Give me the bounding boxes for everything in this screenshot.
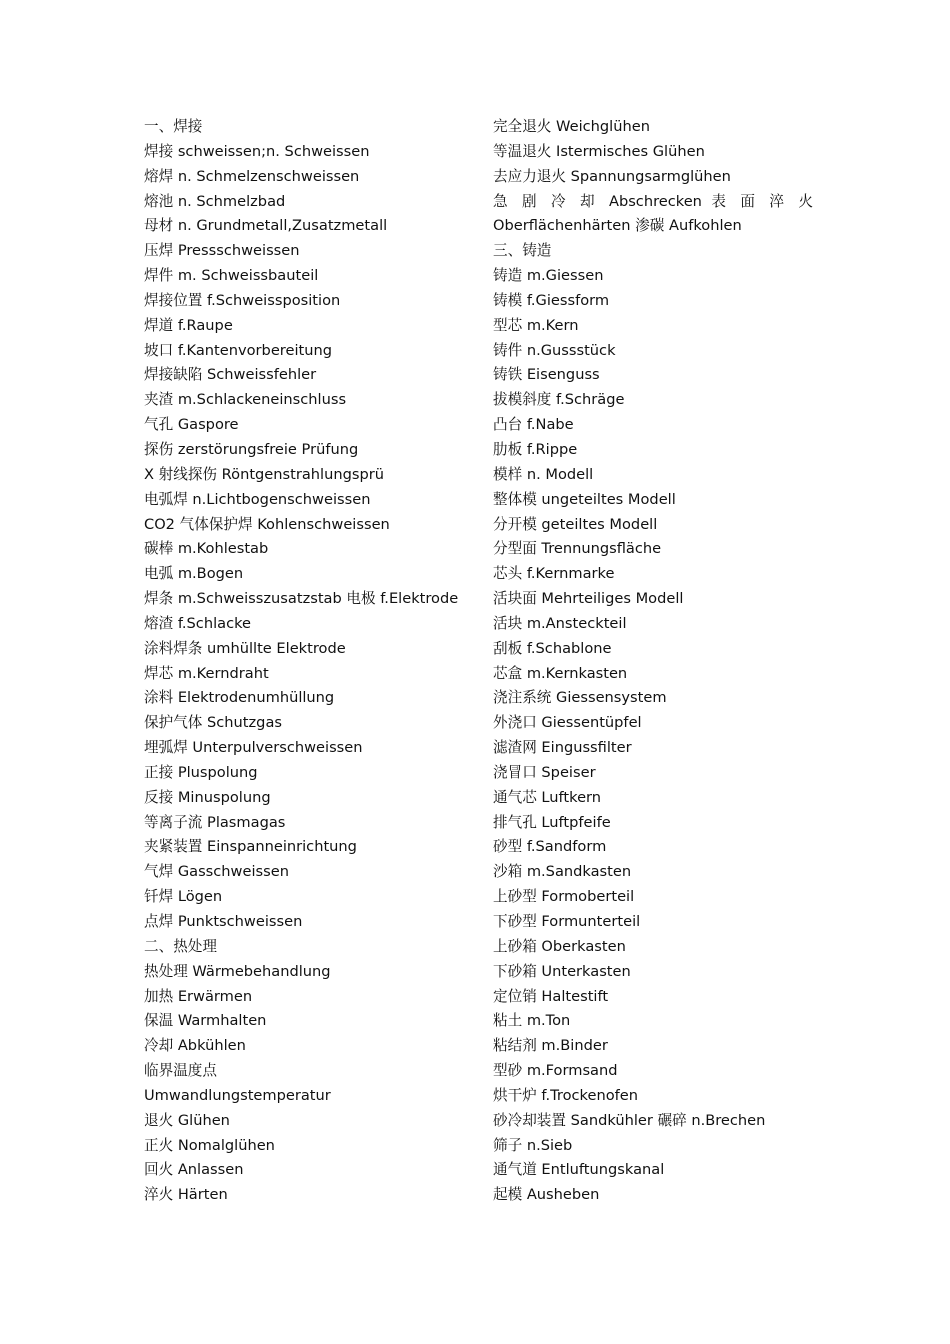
glossary-line: 砂冷却装置 Sandkühler 碾碎 n.Brechen [493,1111,766,1129]
glossary-line: 外浇口 Giessentüpfel [493,714,642,732]
glossary-line: 等离子流 Plasmagas [144,813,286,831]
glossary-line: 焊芯 m.Kerndraht [144,664,269,682]
glossary-line: 保护气体 Schutzgas [144,714,282,732]
glossary-line: 夹紧装置 Einspanneinrichtung [144,838,357,856]
glossary-line: 淬火 Härten [144,1186,228,1204]
glossary-line: Oberflächenhärten 渗碳 Aufkohlen [493,217,742,235]
glossary-line: 涂料焊条 umhüllte Elektrode [144,639,346,657]
glossary-line: 粘结剂 m.Binder [493,1037,608,1055]
glossary-line: 模样 n. Modell [493,465,594,483]
right-column [493,115,813,1208]
glossary-line: 活块面 Mehrteiliges Modell [493,590,684,608]
glossary-line: 烘干炉 f.Trockenofen [493,1086,638,1104]
glossary-line: 上砂型 Formoberteil [493,888,635,906]
glossary-line: 粘土 m.Ton [493,1012,571,1030]
glossary-line: 坡口 f.Kantenvorbereitung [144,341,333,359]
glossary-line: 拔模斜度 f.Schräge [493,391,625,409]
glossary-line: 熔池 n. Schmelzbad [144,192,286,210]
glossary-line: 芯盒 m.Kernkasten [493,664,628,682]
glossary-line: 埋弧焊 Unterpulverschweissen [144,739,363,757]
glossary-line: 二、热处理 [144,937,217,955]
glossary-line: 上砂箱 Oberkasten [493,937,626,955]
glossary-line: 排气孔 Luftpfeife [493,813,611,831]
glossary-line: 铸铁 Eisenguss [493,366,600,384]
glossary-line: 热处理 Wärmebehandlung [144,962,331,980]
glossary-line: 母材 n. Grundmetall,Zusatzmetall [144,217,388,235]
glossary-line: 焊接 schweissen;n. Schweissen [144,142,370,160]
glossary-line: 临界温度点 [144,1062,217,1080]
glossary-line: 铸模 f.Giessform [493,291,610,309]
glossary-line: 下砂箱 Unterkasten [493,962,631,980]
glossary-line: 沙箱 m.Sandkasten [493,863,632,881]
glossary-line: 冷却 Abkühlen [144,1037,246,1055]
glossary-line: 通气道 Entluftungskanal [493,1161,665,1179]
glossary-line: 钎焊 Lögen [144,888,223,906]
glossary-line: 气焊 Gasschweissen [144,863,289,881]
glossary-line: 三、铸造 [493,242,552,260]
glossary-line: 加热 Erwärmen [144,987,253,1005]
glossary-line: 熔渣 f.Schlacke [144,614,252,632]
glossary-line: 刮板 f.Schablone [493,639,612,657]
glossary-line: 焊接缺陷 Schweissfehler [144,366,317,384]
glossary-line: 正接 Pluspolung [144,763,258,781]
glossary-line: CO2 气体保护焊 Kohlenschweissen [144,515,390,533]
glossary-line: Umwandlungstemperatur [144,1086,331,1104]
glossary-line: X 射线探伤 Röntgenstrahlungsprü [144,465,384,483]
glossary-line: 砂型 f.Sandform [493,838,607,856]
glossary-line: 去应力退火 Spannungsarmglühen [493,167,731,185]
glossary-line: 芯头 f.Kernmarke [493,565,615,583]
glossary-line: 夹渣 m.Schlackeneinschluss [144,391,347,409]
glossary-line: 焊条 m.Schweisszusatzstab 电极 f.Elektrode [144,590,459,608]
glossary-line: 碳棒 m.Kohlestab [144,540,269,558]
glossary-line: 探伤 zerstörungsfreie Prüfung [144,440,359,458]
glossary-line: 滤渣网 Eingussfilter [493,739,632,757]
glossary-line: 肋板 f.Rippe [493,440,578,458]
glossary-line: 压焊 Pressschweissen [144,242,300,260]
glossary-line: 急 剧 冷 却 Abschrecken 表 面 淬 火 [493,192,813,210]
glossary-line: 正火 Nomalglühen [144,1136,275,1154]
glossary-line: 型砂 m.Formsand [493,1062,618,1080]
glossary-line: 焊道 f.Raupe [144,316,233,334]
glossary-line: 起模 Ausheben [493,1186,600,1204]
glossary-line: 回火 Anlassen [144,1161,244,1179]
glossary-line: 浇冒口 Speiser [493,763,596,781]
glossary-line: 焊件 m. Schweissbauteil [144,267,319,285]
glossary-line: 型芯 m.Kern [493,316,579,334]
glossary-line: 一、焊接 [144,118,203,135]
glossary-line: 焊接位置 f.Schweissposition [144,291,341,309]
glossary-line: 筛子 n.Sieb [493,1136,573,1154]
glossary-line: 浇注系统 Giessensystem [493,689,667,707]
glossary-line: 涂料 Elektrodenumhüllung [144,689,335,707]
glossary-line: 下砂型 Formunterteil [493,913,641,930]
glossary-line: 铸件 n.Gussstück [493,341,616,359]
glossary-line: 分型面 Trennungsfläche [493,540,662,558]
glossary-line: 退火 Glühen [144,1111,230,1129]
glossary-line: 整体模 ungeteiltes Modell [493,490,676,508]
left-column [144,115,474,1208]
glossary-line: 电弧 m.Bogen [144,565,244,583]
glossary-line: 凸台 f.Nabe [493,416,574,434]
glossary-line: 电弧焊 n.Lichtbogenschweissen [144,490,371,508]
glossary-line: 定位销 Haltestift [493,987,609,1005]
glossary-line: 通气芯 Luftkern [493,788,602,806]
glossary-line: 活块 m.Ansteckteil [493,614,627,632]
glossary-line: 铸造 m.Giessen [493,267,604,285]
glossary-line: 反接 Minuspolung [144,788,271,806]
glossary-line: 等温退火 Istermisches Glühen [493,142,705,160]
glossary-line: 保温 Warmhalten [144,1012,267,1030]
glossary-line: 分开模 geteiltes Modell [493,515,658,533]
glossary-line: 完全退火 Weichglühen [493,118,650,135]
glossary-line: 点焊 Punktschweissen [144,913,303,930]
glossary-line: 气孔 Gaspore [144,416,239,434]
glossary-line: 熔焊 n. Schmelzenschweissen [144,167,360,185]
